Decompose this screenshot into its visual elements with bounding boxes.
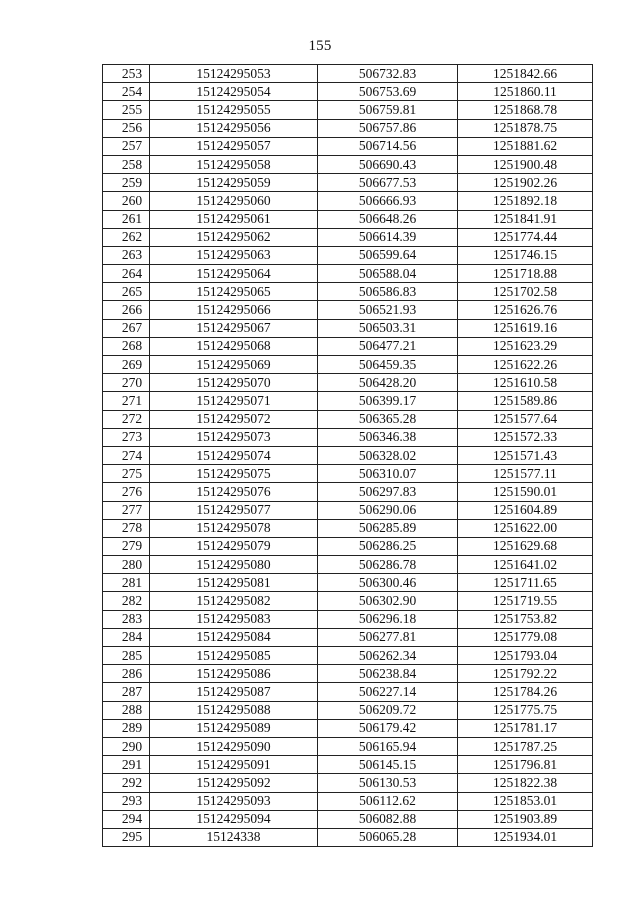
y-coordinate-cell: 1251571.43 <box>458 446 593 464</box>
point-id-cell: 15124295059 <box>150 174 318 192</box>
table-row <box>103 828 593 846</box>
x-coordinate-cell: 506238.84 <box>318 665 458 683</box>
point-number-cell: 278 <box>103 519 150 537</box>
point-number-cell: 260 <box>103 192 150 210</box>
y-coordinate-cell: 1251746.15 <box>458 246 593 264</box>
x-coordinate-cell: 506690.43 <box>318 155 458 173</box>
coordinates-table-body <box>103 65 593 847</box>
point-id-cell: 15124295068 <box>150 337 318 355</box>
y-coordinate-cell: 1251853.01 <box>458 792 593 810</box>
x-coordinate-cell: 506666.93 <box>318 192 458 210</box>
table-row <box>103 246 593 264</box>
point-id-cell: 15124295083 <box>150 610 318 628</box>
y-coordinate-cell: 1251629.68 <box>458 537 593 555</box>
table-row <box>103 647 593 665</box>
x-coordinate-cell: 506227.14 <box>318 683 458 701</box>
point-number-cell: 270 <box>103 374 150 392</box>
point-number-cell: 272 <box>103 410 150 428</box>
table-row <box>103 192 593 210</box>
table-row <box>103 592 593 610</box>
y-coordinate-cell: 1251604.89 <box>458 501 593 519</box>
y-coordinate-cell: 1251903.89 <box>458 810 593 828</box>
table-row <box>103 574 593 592</box>
point-number-cell: 290 <box>103 737 150 755</box>
x-coordinate-cell: 506753.69 <box>318 83 458 101</box>
point-id-cell: 15124295079 <box>150 537 318 555</box>
table-row <box>103 374 593 392</box>
point-number-cell: 286 <box>103 665 150 683</box>
table-row <box>103 665 593 683</box>
x-coordinate-cell: 506290.06 <box>318 501 458 519</box>
table-row <box>103 628 593 646</box>
table-row <box>103 756 593 774</box>
x-coordinate-cell: 506209.72 <box>318 701 458 719</box>
point-id-cell: 15124295091 <box>150 756 318 774</box>
table-row <box>103 410 593 428</box>
point-id-cell: 15124295093 <box>150 792 318 810</box>
point-number-cell: 259 <box>103 174 150 192</box>
point-id-cell: 15124295062 <box>150 228 318 246</box>
point-number-cell: 263 <box>103 246 150 264</box>
point-number-cell: 282 <box>103 592 150 610</box>
y-coordinate-cell: 1251619.16 <box>458 319 593 337</box>
point-id-cell: 15124295078 <box>150 519 318 537</box>
point-number-cell: 287 <box>103 683 150 701</box>
point-number-cell: 271 <box>103 392 150 410</box>
point-id-cell: 15124295054 <box>150 83 318 101</box>
x-coordinate-cell: 506648.26 <box>318 210 458 228</box>
point-number-cell: 284 <box>103 628 150 646</box>
x-coordinate-cell: 506145.15 <box>318 756 458 774</box>
y-coordinate-cell: 1251623.29 <box>458 337 593 355</box>
table-row <box>103 683 593 701</box>
table-row <box>103 446 593 464</box>
point-id-cell: 15124295075 <box>150 465 318 483</box>
table-row <box>103 774 593 792</box>
x-coordinate-cell: 506588.04 <box>318 265 458 283</box>
point-id-cell: 15124295073 <box>150 428 318 446</box>
x-coordinate-cell: 506065.28 <box>318 828 458 846</box>
y-coordinate-cell: 1251881.62 <box>458 137 593 155</box>
table-row <box>103 483 593 501</box>
x-coordinate-cell: 506286.78 <box>318 556 458 574</box>
page-number: 155 <box>308 38 332 54</box>
table-row <box>103 392 593 410</box>
point-id-cell: 15124295094 <box>150 810 318 828</box>
point-number-cell: 277 <box>103 501 150 519</box>
y-coordinate-cell: 1251753.82 <box>458 610 593 628</box>
x-coordinate-cell: 506346.38 <box>318 428 458 446</box>
table-row <box>103 101 593 119</box>
x-coordinate-cell: 506262.34 <box>318 647 458 665</box>
table-row <box>103 719 593 737</box>
x-coordinate-cell: 506365.28 <box>318 410 458 428</box>
x-coordinate-cell: 506459.35 <box>318 356 458 374</box>
point-number-cell: 276 <box>103 483 150 501</box>
point-id-cell: 15124295092 <box>150 774 318 792</box>
table-row <box>103 501 593 519</box>
point-number-cell: 285 <box>103 647 150 665</box>
point-number-cell: 273 <box>103 428 150 446</box>
point-id-cell: 15124295063 <box>150 246 318 264</box>
x-coordinate-cell: 506112.62 <box>318 792 458 810</box>
table-row <box>103 537 593 555</box>
table-row <box>103 301 593 319</box>
point-number-cell: 262 <box>103 228 150 246</box>
table-row <box>103 610 593 628</box>
x-coordinate-cell: 506082.88 <box>318 810 458 828</box>
point-id-cell: 15124295058 <box>150 155 318 173</box>
y-coordinate-cell: 1251775.75 <box>458 701 593 719</box>
y-coordinate-cell: 1251577.64 <box>458 410 593 428</box>
x-coordinate-cell: 506521.93 <box>318 301 458 319</box>
table-row <box>103 556 593 574</box>
table-row <box>103 228 593 246</box>
x-coordinate-cell: 506286.25 <box>318 537 458 555</box>
y-coordinate-cell: 1251841.91 <box>458 210 593 228</box>
x-coordinate-cell: 506328.02 <box>318 446 458 464</box>
point-number-cell: 294 <box>103 810 150 828</box>
point-id-cell: 15124295061 <box>150 210 318 228</box>
point-number-cell: 267 <box>103 319 150 337</box>
table-row <box>103 283 593 301</box>
coordinates-table <box>102 64 593 847</box>
x-coordinate-cell: 506599.64 <box>318 246 458 264</box>
y-coordinate-cell: 1251868.78 <box>458 101 593 119</box>
table-row <box>103 465 593 483</box>
y-coordinate-cell: 1251577.11 <box>458 465 593 483</box>
table-row <box>103 428 593 446</box>
table-row <box>103 83 593 101</box>
point-number-cell: 283 <box>103 610 150 628</box>
table-row <box>103 119 593 137</box>
point-id-cell: 15124295090 <box>150 737 318 755</box>
point-id-cell: 15124295074 <box>150 446 318 464</box>
table-row <box>103 65 593 83</box>
point-id-cell: 15124338 <box>150 828 318 846</box>
table-row <box>103 701 593 719</box>
point-number-cell: 258 <box>103 155 150 173</box>
point-number-cell: 254 <box>103 83 150 101</box>
y-coordinate-cell: 1251718.88 <box>458 265 593 283</box>
x-coordinate-cell: 506310.07 <box>318 465 458 483</box>
x-coordinate-cell: 506285.89 <box>318 519 458 537</box>
x-coordinate-cell: 506677.53 <box>318 174 458 192</box>
point-id-cell: 15124295085 <box>150 647 318 665</box>
point-number-cell: 256 <box>103 119 150 137</box>
point-id-cell: 15124295076 <box>150 483 318 501</box>
point-id-cell: 15124295071 <box>150 392 318 410</box>
table-row <box>103 155 593 173</box>
point-number-cell: 261 <box>103 210 150 228</box>
point-id-cell: 15124295081 <box>150 574 318 592</box>
point-id-cell: 15124295072 <box>150 410 318 428</box>
y-coordinate-cell: 1251589.86 <box>458 392 593 410</box>
point-number-cell: 268 <box>103 337 150 355</box>
y-coordinate-cell: 1251792.22 <box>458 665 593 683</box>
point-id-cell: 15124295065 <box>150 283 318 301</box>
y-coordinate-cell: 1251626.76 <box>458 301 593 319</box>
point-number-cell: 295 <box>103 828 150 846</box>
point-id-cell: 15124295055 <box>150 101 318 119</box>
y-coordinate-cell: 1251622.00 <box>458 519 593 537</box>
y-coordinate-cell: 1251641.02 <box>458 556 593 574</box>
y-coordinate-cell: 1251572.33 <box>458 428 593 446</box>
point-id-cell: 15124295084 <box>150 628 318 646</box>
point-id-cell: 15124295064 <box>150 265 318 283</box>
x-coordinate-cell: 506130.53 <box>318 774 458 792</box>
y-coordinate-cell: 1251774.44 <box>458 228 593 246</box>
y-coordinate-cell: 1251590.01 <box>458 483 593 501</box>
point-number-cell: 292 <box>103 774 150 792</box>
y-coordinate-cell: 1251784.26 <box>458 683 593 701</box>
y-coordinate-cell: 1251900.48 <box>458 155 593 173</box>
table-row <box>103 137 593 155</box>
point-number-cell: 275 <box>103 465 150 483</box>
point-id-cell: 15124295056 <box>150 119 318 137</box>
x-coordinate-cell: 506757.86 <box>318 119 458 137</box>
point-id-cell: 15124295057 <box>150 137 318 155</box>
x-coordinate-cell: 506614.39 <box>318 228 458 246</box>
y-coordinate-cell: 1251860.11 <box>458 83 593 101</box>
table-row <box>103 210 593 228</box>
x-coordinate-cell: 506277.81 <box>318 628 458 646</box>
x-coordinate-cell: 506759.81 <box>318 101 458 119</box>
table-row <box>103 174 593 192</box>
x-coordinate-cell: 506503.31 <box>318 319 458 337</box>
table-row <box>103 737 593 755</box>
x-coordinate-cell: 506297.83 <box>318 483 458 501</box>
y-coordinate-cell: 1251622.26 <box>458 356 593 374</box>
point-id-cell: 15124295077 <box>150 501 318 519</box>
point-id-cell: 15124295070 <box>150 374 318 392</box>
x-coordinate-cell: 506165.94 <box>318 737 458 755</box>
point-id-cell: 15124295086 <box>150 665 318 683</box>
x-coordinate-cell: 506477.21 <box>318 337 458 355</box>
point-number-cell: 280 <box>103 556 150 574</box>
table-row <box>103 356 593 374</box>
point-number-cell: 291 <box>103 756 150 774</box>
x-coordinate-cell: 506302.90 <box>318 592 458 610</box>
table-row <box>103 337 593 355</box>
point-id-cell: 15124295080 <box>150 556 318 574</box>
x-coordinate-cell: 506732.83 <box>318 65 458 83</box>
y-coordinate-cell: 1251702.58 <box>458 283 593 301</box>
point-id-cell: 15124295053 <box>150 65 318 83</box>
point-number-cell: 265 <box>103 283 150 301</box>
y-coordinate-cell: 1251892.18 <box>458 192 593 210</box>
x-coordinate-cell: 506296.18 <box>318 610 458 628</box>
point-number-cell: 289 <box>103 719 150 737</box>
y-coordinate-cell: 1251796.81 <box>458 756 593 774</box>
y-coordinate-cell: 1251934.01 <box>458 828 593 846</box>
point-number-cell: 266 <box>103 301 150 319</box>
y-coordinate-cell: 1251902.26 <box>458 174 593 192</box>
table-row <box>103 319 593 337</box>
point-number-cell: 264 <box>103 265 150 283</box>
x-coordinate-cell: 506586.83 <box>318 283 458 301</box>
point-id-cell: 15124295089 <box>150 719 318 737</box>
point-id-cell: 15124295087 <box>150 683 318 701</box>
y-coordinate-cell: 1251610.58 <box>458 374 593 392</box>
table-row <box>103 810 593 828</box>
point-id-cell: 15124295067 <box>150 319 318 337</box>
point-number-cell: 293 <box>103 792 150 810</box>
x-coordinate-cell: 506300.46 <box>318 574 458 592</box>
point-id-cell: 15124295060 <box>150 192 318 210</box>
table-row <box>103 792 593 810</box>
point-number-cell: 253 <box>103 65 150 83</box>
y-coordinate-cell: 1251719.55 <box>458 592 593 610</box>
x-coordinate-cell: 506399.17 <box>318 392 458 410</box>
x-coordinate-cell: 506714.56 <box>318 137 458 155</box>
x-coordinate-cell: 506428.20 <box>318 374 458 392</box>
y-coordinate-cell: 1251842.66 <box>458 65 593 83</box>
y-coordinate-cell: 1251793.04 <box>458 647 593 665</box>
table-row <box>103 519 593 537</box>
y-coordinate-cell: 1251711.65 <box>458 574 593 592</box>
y-coordinate-cell: 1251878.75 <box>458 119 593 137</box>
point-number-cell: 255 <box>103 101 150 119</box>
point-id-cell: 15124295088 <box>150 701 318 719</box>
table-row <box>103 265 593 283</box>
point-number-cell: 279 <box>103 537 150 555</box>
point-number-cell: 288 <box>103 701 150 719</box>
y-coordinate-cell: 1251781.17 <box>458 719 593 737</box>
y-coordinate-cell: 1251787.25 <box>458 737 593 755</box>
point-id-cell: 15124295066 <box>150 301 318 319</box>
point-id-cell: 15124295082 <box>150 592 318 610</box>
y-coordinate-cell: 1251779.08 <box>458 628 593 646</box>
y-coordinate-cell: 1251822.38 <box>458 774 593 792</box>
point-id-cell: 15124295069 <box>150 356 318 374</box>
x-coordinate-cell: 506179.42 <box>318 719 458 737</box>
point-number-cell: 269 <box>103 356 150 374</box>
point-number-cell: 274 <box>103 446 150 464</box>
point-number-cell: 281 <box>103 574 150 592</box>
point-number-cell: 257 <box>103 137 150 155</box>
